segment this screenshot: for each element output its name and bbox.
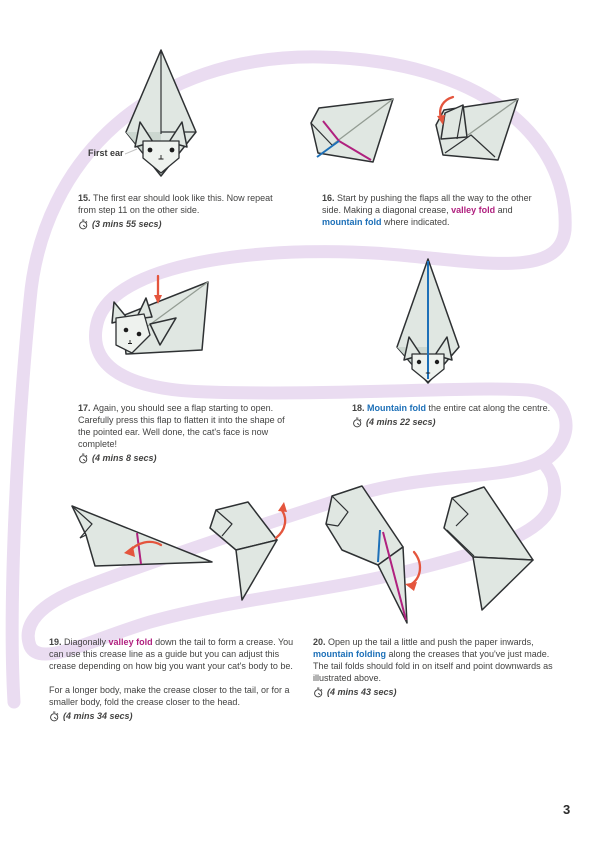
step-time-text: (4 mins 8 secs) [92,453,157,463]
step-timer [352,416,557,428]
step-text-segment: mountain fold [322,217,382,227]
step-text-segment: 19. [49,637,65,647]
step-20-text [313,636,563,698]
step-timer [78,218,286,230]
step-text-segment: 18. [352,403,368,413]
step-text-segment: down the tail to form a crease. You can use this crease line as a guide but you can adjust this crease depending on how big you want your cat's body to be. [49,637,294,671]
step-time-text: (4 mins 22 secs) [366,417,436,427]
fold-arrow-icon [410,552,420,585]
fold-arrow-icon [276,509,285,538]
timer-icon [78,453,89,464]
step-17-text [78,402,290,464]
step-text-segment: 16. [322,193,338,203]
step-time-text: (4 mins 34 secs) [63,711,133,721]
diagram-step-17 [110,268,220,363]
timer-icon [78,219,89,230]
diagram-step-18 [395,255,467,390]
step-16-text [322,192,536,228]
timer-icon [49,711,60,722]
timer-icon [313,687,324,698]
step-timer [78,452,290,464]
step-text-segment: along the creases that you've just made. The tail folds should fold in on itself and point downwards as illustrated above. [313,649,553,683]
step-text-segment: where indicated. [381,217,450,227]
step-paragraph [78,402,290,450]
step-text-segment: For a longer body, make the crease closer to the tail, or for a smaller body, fold the crease closer to the head. [49,685,290,707]
step-paragraph [49,636,301,672]
step-paragraph [322,192,536,228]
page-number: 3 [563,802,571,817]
step-text-segment: Diagonally [64,637,109,647]
step-paragraph [313,636,563,684]
step-paragraph [352,402,557,414]
step-timer [49,710,301,722]
first-ear-leader-line [124,147,138,157]
step-text-segment: and [495,205,513,215]
step-text-segment: 17. [78,403,94,413]
step-19-text [49,636,301,722]
timer-icon [352,417,363,428]
step-text-segment: Again, you should see a flap starting to open. Carefully press this flap to flatten it into the shape of the pointed ear. Well done, the cat's face is now complete! [78,403,285,449]
diagram-step-15 [120,46,205,191]
step-text-segment: 15. [78,193,94,203]
first-ear-label: First ear [88,148,124,158]
step-text-segment: Start by pushing the flaps all the way to the other side. Making a diagonal crease, [322,193,532,215]
step-text-segment: the entire cat along the centre. [426,403,551,413]
diagram-step-20 [302,482,552,630]
step-text-segment: The first ear should look like this. Now repeat from step 11 on the other side. [78,193,273,215]
step-text-segment: Mountain fold [367,403,426,413]
step-paragraph [49,684,301,708]
step-timer [313,686,563,698]
step-text-segment: valley fold [451,205,496,215]
step-time-text: (3 mins 55 secs) [92,219,162,229]
step-text-segment: Open up the tail a little and push the paper inwards, [328,637,534,647]
step-text-segment: 20. [313,637,329,647]
step-paragraph [78,192,286,216]
step-text-segment: mountain folding [313,649,386,659]
diagram-step-16 [305,95,520,167]
step-15-text [78,192,286,230]
step-time-text: (4 mins 43 secs) [327,687,397,697]
step-text-segment: valley fold [108,637,153,647]
step-18-text [352,402,557,428]
diagram-step-19 [40,498,290,608]
